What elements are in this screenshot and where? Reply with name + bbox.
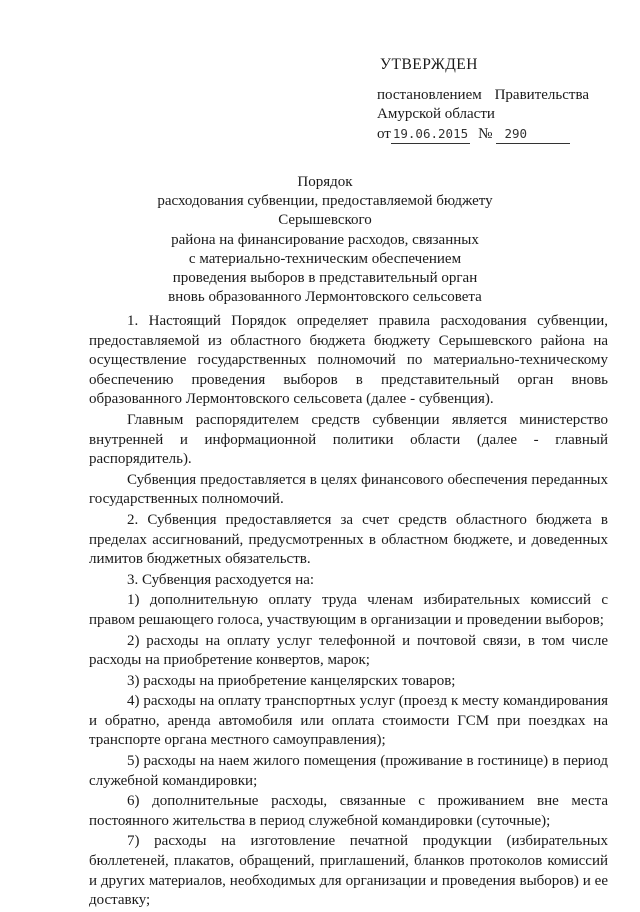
paragraph: Главным распорядителем средств субвенции является министерство внутренней и информационной политики области (далее - главный распорядитель).: [89, 411, 608, 468]
approval-region: Амурской области: [377, 106, 495, 122]
approval-date: 19.06.2015: [391, 124, 470, 144]
list-item: 4) расходы на оплату транспортных услуг (проезд к месту командирования и обратно, аренда автомобиля или оплата стоимости ГСМ при поездках на транспорте органа местного самоуправления);: [89, 693, 608, 749]
document-body: [89, 312, 608, 912]
approval-by-line: [377, 86, 589, 105]
list-item: 5) расходы на наем жилого помещения (проживание в гостинице) в период служебной командировки;: [89, 753, 608, 789]
list-item: 2) расходы на оплату услуг телефонной и почтовой связи, в том числе расходы на приобретение конвертов, марок;: [89, 632, 608, 669]
title-line: расходования субвенции, предоставляемой бюджету Серышевского: [157, 193, 493, 229]
approval-heading: УТВЕРЖДЕН: [380, 56, 478, 73]
title-line: проведения выборов в представительный орган: [172, 270, 478, 287]
approval-details: [377, 86, 617, 144]
paragraph: 3. Субвенция расходуется на:: [127, 571, 315, 588]
paragraph: 2. Субвенция предоставляется за счет средств областного бюджета в пределах ассигнований, предусмотренных в областном бюджете, и доведенных лимитов бюджетных обязательств.: [89, 511, 608, 568]
title-line: района на финансирование расходов, связанных: [171, 231, 479, 248]
number-sign: №: [478, 126, 493, 142]
paragraph: Субвенция предоставляется в целях финансового обеспечения переданных государственных полномочий.: [89, 471, 608, 508]
list-item: 7) расходы на изготовление печатной продукции (избирательных бюллетеней, плакатов, обращений, приглашений, бланков протоколов комиссий и других материалов, необходимых для организации и проведения выборов) и ее доставку;: [89, 833, 608, 909]
approval-number: 290: [496, 124, 570, 144]
date-prefix: от: [377, 126, 391, 142]
approval-date-line: [377, 124, 617, 144]
list-item: 6) дополнительные расходы, связанные с проживанием вне места постоянного жительства в период служебной командировки (суточные);: [89, 793, 608, 829]
document-title: [110, 173, 540, 307]
paragraph: 1. Настоящий Порядок определяет правила расходования субвенции, предоставляемой из областного бюджета бюджету Серышевского района на осуществление государственных полномочий по материально-техническому обеспечению проведения выборов в представительный орган вновь образованного Лермонтовского сельсовета (далее - субвенция).: [89, 313, 608, 408]
approval-by-word1: постановлением: [377, 87, 482, 103]
list-item: 1) дополнительную оплату труда членам избирательных комиссий с правом решающего голоса, участвующим в организации и проведении выборов;: [89, 592, 608, 628]
title-line: с материально-техническим обеспечением: [188, 250, 462, 267]
title-line: вновь образованного Лермонтовского сельсовета: [168, 289, 482, 306]
approval-by-word2: Правительства: [494, 87, 589, 103]
title-line: Порядок: [297, 174, 353, 190]
list-item: 3) расходы на приобретение канцелярских товаров;: [127, 672, 456, 689]
